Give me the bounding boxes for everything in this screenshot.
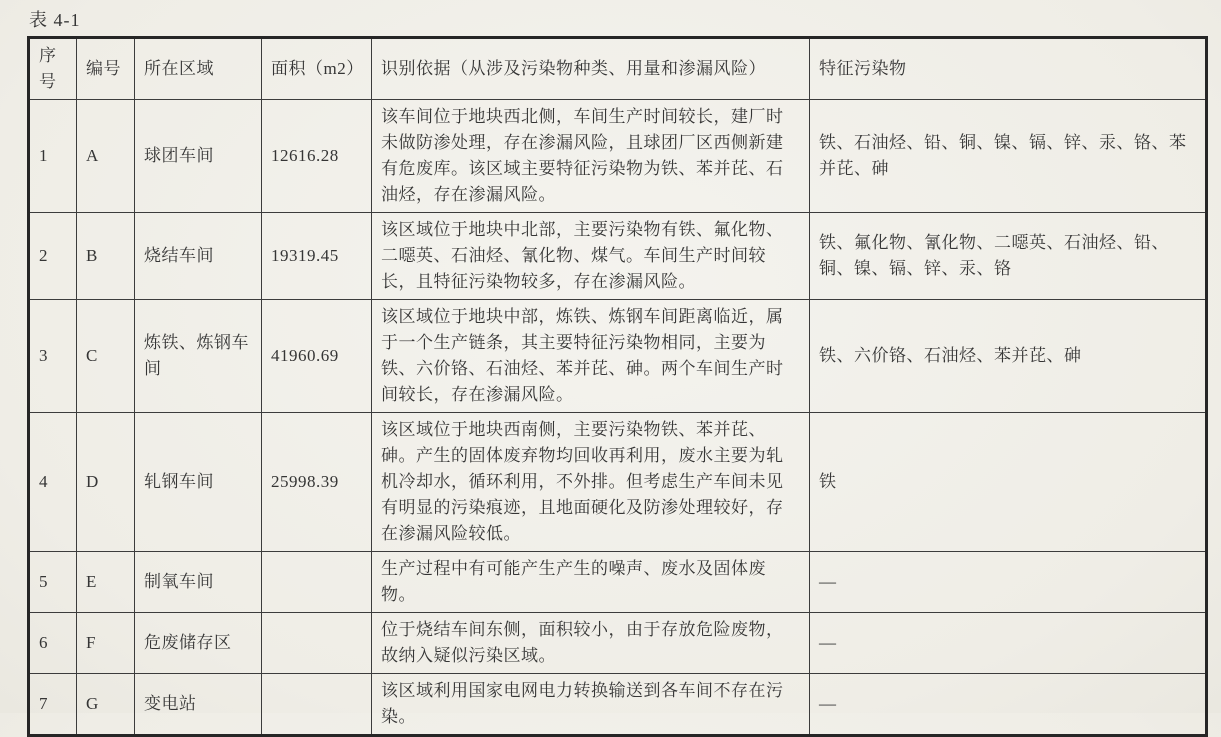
cell-code: D	[77, 413, 135, 552]
cell-code: G	[77, 674, 135, 736]
col-header-serial: 序号	[29, 38, 77, 100]
cell-code: A	[77, 100, 135, 213]
table-row	[29, 613, 1207, 674]
cell-size	[262, 674, 372, 736]
table-row	[29, 674, 1207, 736]
table-row	[29, 552, 1207, 613]
cell-size: 25998.39	[262, 413, 372, 552]
cell-serial: 2	[29, 213, 77, 300]
col-header-size: 面积（m2）	[262, 38, 372, 100]
cell-area: 变电站	[135, 674, 262, 736]
cell-basis: 该区域位于地块中部，炼铁、炼钢车间距离临近，属于一个生产链条，其主要特征污染物相同，主要为铁、六价铬、石油烃、苯并芘、砷。两个车间生产时间较长，存在渗漏风险。	[372, 300, 810, 413]
cell-size	[262, 613, 372, 674]
cell-pollutants: 铁、六价铬、石油烃、苯并芘、砷	[810, 300, 1207, 413]
cell-size: 19319.45	[262, 213, 372, 300]
cell-code: B	[77, 213, 135, 300]
col-header-area: 所在区域	[135, 38, 262, 100]
cell-code: F	[77, 613, 135, 674]
cell-area: 危废储存区	[135, 613, 262, 674]
cell-pollutants: —	[810, 674, 1207, 736]
cell-size: 12616.28	[262, 100, 372, 213]
col-header-code: 编号	[77, 38, 135, 100]
table-header-row	[29, 38, 1207, 100]
cell-basis: 该区域位于地块西南侧，主要污染物铁、苯并芘、砷。产生的固体废弃物均回收再利用，废水主要为轧机冷却水，循环利用，不外排。但考虑生产车间未见有明显的污染痕迹，且地面硬化及防渗处理较好，存在渗漏风险较低。	[372, 413, 810, 552]
table-row	[29, 300, 1207, 413]
cell-serial: 4	[29, 413, 77, 552]
pollution-identification-table	[27, 36, 1208, 737]
cell-area: 球团车间	[135, 100, 262, 213]
cell-basis: 生产过程中有可能产生产生的噪声、废水及固体废物。	[372, 552, 810, 613]
cell-serial: 6	[29, 613, 77, 674]
cell-area: 轧钢车间	[135, 413, 262, 552]
cell-pollutants: 铁、氟化物、氰化物、二噁英、石油烃、铅、铜、镍、镉、锌、汞、铬	[810, 213, 1207, 300]
table-row	[29, 413, 1207, 552]
table-title: 表 4-1	[29, 10, 81, 30]
cell-pollutants: —	[810, 552, 1207, 613]
cell-size: 41960.69	[262, 300, 372, 413]
col-header-pollutants: 特征污染物	[810, 38, 1207, 100]
cell-code: E	[77, 552, 135, 613]
cell-basis: 位于烧结车间东侧，面积较小，由于存放危险废物，故纳入疑似污染区域。	[372, 613, 810, 674]
cell-pollutants: 铁	[810, 413, 1207, 552]
cell-area: 制氧车间	[135, 552, 262, 613]
cell-pollutants: —	[810, 613, 1207, 674]
cell-basis: 该区域位于地块中北部，主要污染物有铁、氟化物、二噁英、石油烃、氰化物、煤气。车间生产时间较长，且特征污染物较多，存在渗漏风险。	[372, 213, 810, 300]
cell-area: 烧结车间	[135, 213, 262, 300]
cell-serial: 3	[29, 300, 77, 413]
cell-area: 炼铁、炼钢车间	[135, 300, 262, 413]
cell-pollutants: 铁、石油烃、铅、铜、镍、镉、锌、汞、铬、苯并芘、砷	[810, 100, 1207, 213]
cell-code: C	[77, 300, 135, 413]
cell-basis: 该车间位于地块西北侧，车间生产时间较长，建厂时未做防渗处理，存在渗漏风险，且球团厂区西侧新建有危废库。该区域主要特征污染物为铁、苯并芘、石油烃，存在渗漏风险。	[372, 100, 810, 213]
cell-serial: 7	[29, 674, 77, 736]
col-header-basis: 识别依据（从涉及污染物种类、用量和渗漏风险）	[372, 38, 810, 100]
table-row	[29, 100, 1207, 213]
cell-basis: 该区域利用国家电网电力转换输送到各车间不存在污染。	[372, 674, 810, 736]
table-body	[29, 100, 1207, 736]
cell-serial: 1	[29, 100, 77, 213]
table-row	[29, 213, 1207, 300]
cell-serial: 5	[29, 552, 77, 613]
cell-size	[262, 552, 372, 613]
